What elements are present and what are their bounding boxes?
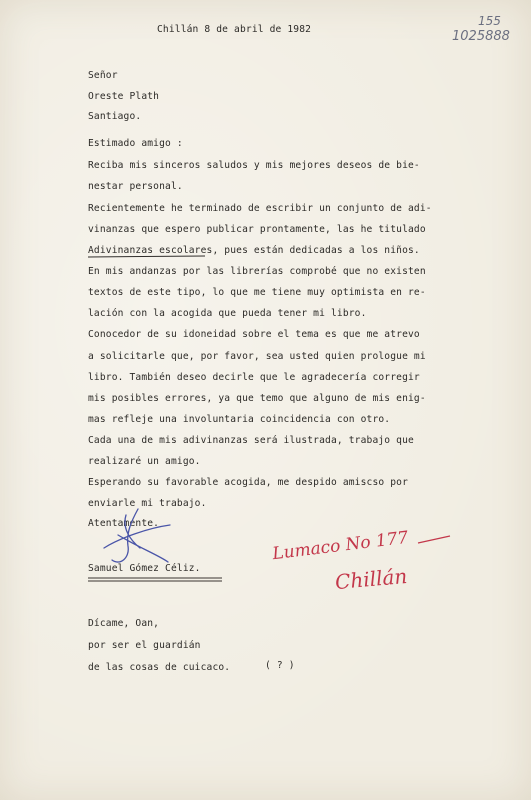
annotation-address: Lumaco No 177 bbox=[271, 527, 410, 565]
verse-line: de las cosas de cuicaco. bbox=[88, 662, 231, 673]
body-line: Reciba mis sinceros saludos y mis mejores deseos de bie- bbox=[88, 160, 420, 171]
verse-line: por ser el guardián bbox=[88, 640, 201, 651]
greeting: Estimado amigo : bbox=[88, 138, 183, 149]
signature-underline bbox=[88, 578, 222, 581]
closing: Atentamente. bbox=[88, 518, 160, 529]
recipient-name: Oreste Plath bbox=[88, 91, 160, 102]
title-underline bbox=[88, 256, 205, 257]
body-line: mas refleje una involuntaria coincidencia con otro. bbox=[88, 414, 391, 425]
annotation-city: Chillán bbox=[334, 563, 409, 595]
body-line: nestar personal. bbox=[88, 181, 183, 192]
body-line: Adivinanzas escolares, pues están dedicadas a los niños. bbox=[88, 245, 420, 256]
verse-line: Dícame, Oan, bbox=[88, 618, 160, 629]
recipient-title: Señor bbox=[88, 70, 118, 81]
question-mark-note: ( ? ) bbox=[265, 660, 295, 671]
recipient-city: Santiago. bbox=[88, 111, 142, 122]
body-line: Esperando su favorable acogida, me despido amiscso por bbox=[88, 477, 408, 488]
body-line: libro. También deseo decirle que le agradecería corregir bbox=[88, 372, 420, 383]
body-line: Conocedor de su idoneidad sobre el tema es que me atrevo bbox=[88, 329, 420, 340]
signature-mark bbox=[104, 509, 170, 562]
body-line: Cada una de mis adivinanzas será ilustrada, trabajo que bbox=[88, 435, 414, 446]
body-line: En mis andanzas por las librerías comprobé que no existen bbox=[88, 266, 426, 277]
signer-name: Samuel Gómez Céliz. bbox=[88, 563, 201, 574]
body-line: textos de este tipo, lo que me tiene muy optimista en re- bbox=[88, 287, 426, 298]
body-line: vinanzas que espero publicar prontamente, las he titulado bbox=[88, 224, 426, 235]
body-line: mis posibles errores, ya que temo que alguno de mis enig- bbox=[88, 393, 426, 404]
body-line: realizaré un amigo. bbox=[88, 456, 201, 467]
archive-mark-1: 155 bbox=[478, 14, 501, 28]
body-line: Recientemente he terminado de escribir un conjunto de adi- bbox=[88, 203, 432, 214]
date-line: Chillán 8 de abril de 1982 bbox=[157, 24, 312, 35]
annotation-strike bbox=[418, 536, 450, 543]
body-line: enviarle mi trabajo. bbox=[88, 498, 207, 509]
archive-mark-2: 1025888 bbox=[452, 29, 510, 44]
body-line: a solicitarle que, por favor, sea usted quien prologue mi bbox=[88, 351, 426, 362]
body-line: lación con la acogida que pueda tener mi libro. bbox=[88, 308, 367, 319]
